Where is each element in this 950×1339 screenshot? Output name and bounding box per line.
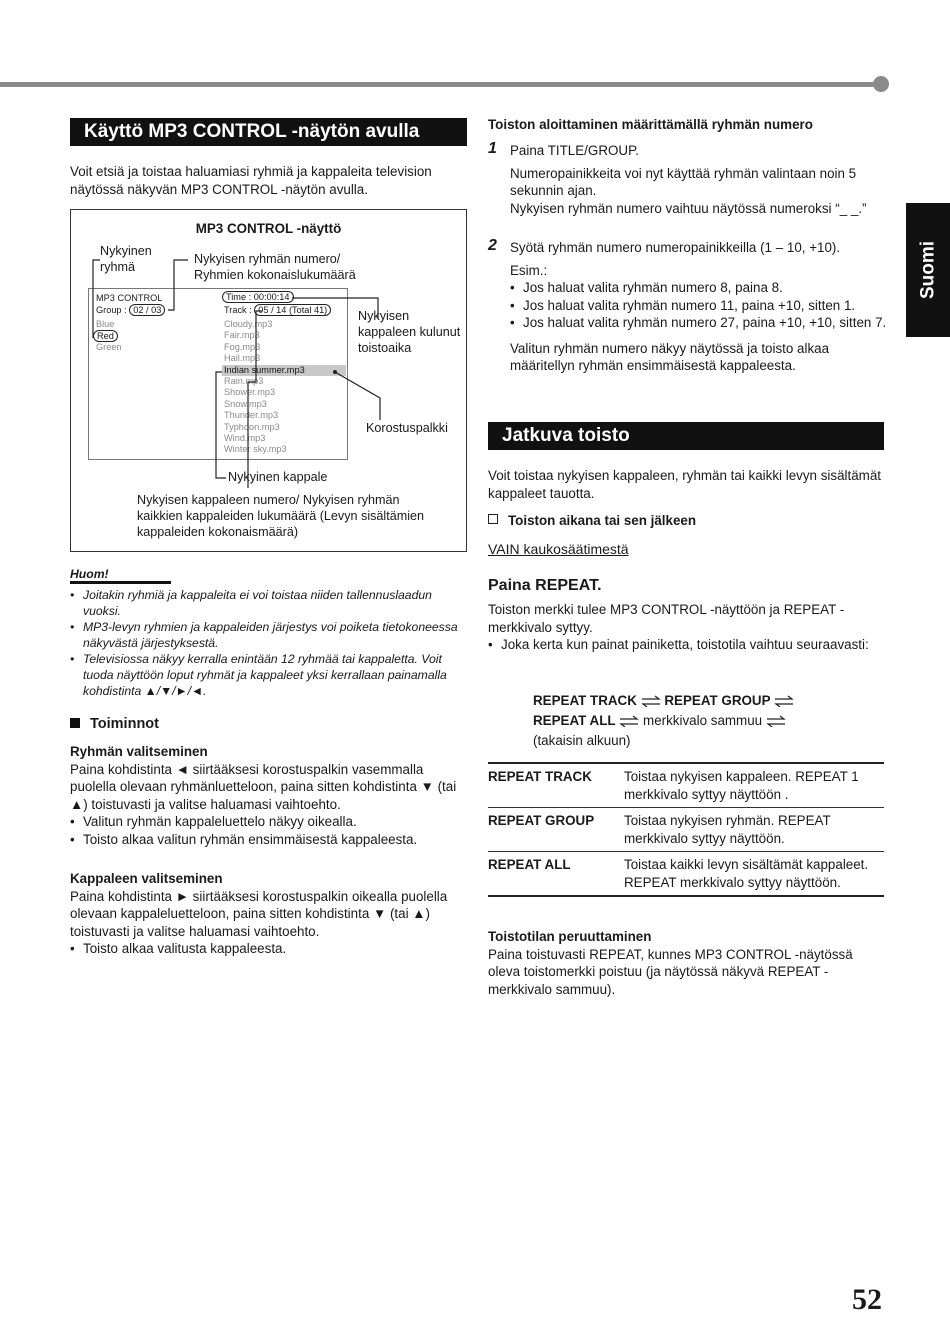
screen-group-value: 02 / 03 [129,304,165,316]
group-select-title: Ryhmän valitseminen [70,744,208,759]
group-select-bullets [70,813,470,848]
step-1-number: 1 [488,140,497,157]
leader-track-number [248,311,262,488]
screen-track-item: Typhoon.mp3 [224,421,280,432]
table-row [488,763,884,808]
cycle-back-to-start: (takaisin alkuun) [533,733,631,748]
group-select-text: Paina kohdistinta ◄ siirtääksesi korostuspalkin vasemmalla puolella olevaan ryhmänluetteloon, paina sitten kohdistinta ▼ (tai ▲) toistuvasti ja valitse haluamasi vaihtoehto. [70,761,457,812]
note-item: • Joitakin ryhmiä ja kappaleita ei voi toistaa niiden tallennuslaadun vuoksi. [70,587,468,619]
screen-track-label: Track : [224,305,252,315]
repeat-cycle-line-1 [533,692,893,712]
repeat-mode-desc: Toistaa nykyisen ryhmän. REPEAT merkkivalo syttyy näyttöön. [624,808,884,852]
repeat-mode-desc: Toistaa kaikki levyn sisältämät kappaleet. REPEAT merkkivalo syttyy näyttöön. [624,852,884,897]
label-current-track: Nykyinen kappale [228,470,328,484]
example-item: • Jos haluat valita ryhmän numero 11, paina +10, sitten 1. [510,297,888,315]
screen-time-label: Time : [226,292,252,302]
screen-track-item: Wind.mp3 [224,433,266,444]
group-select-section [70,743,470,848]
leader-highlight-bar [335,372,380,420]
note-list [70,587,468,699]
example-item: • Jos haluat valita ryhmän numero 8, paina 8. [510,279,888,297]
square-bullet-icon [70,718,80,728]
label-current-group: Nykyinen ryhmä [100,244,152,274]
repeat-mode-table [488,762,884,897]
table-row [488,808,884,852]
during-playback-row [488,512,696,530]
cancel-repeat-title: Toistotilan peruuttaminen [488,929,652,944]
repeat-cycle-line-2 [533,712,893,732]
track-select-section [70,870,470,958]
step-2-number: 2 [488,237,497,254]
step-1-text-2: Nykyisen ryhmän numero vaihtuu näytössä numeroksi “_ _.” [510,200,867,216]
step-1-instruction: Paina TITLE/GROUP. [510,143,640,158]
press-repeat-bullets [488,636,888,654]
screen-track-item: Winter sky.mp3 [224,444,287,455]
start-by-group-title: Toiston aloittaminen määrittämällä ryhmän numero [488,117,813,132]
label-track-number: Nykyisen kappaleen numero/ Nykyisen ryhmän kaikkien kappaleiden lukumäärä (Levyn sisältämien kappaleiden kokonaismäärä) [137,493,425,539]
step-2-instruction: Syötä ryhmän numero numeropainikkeilla (1 – 10, +10). [510,240,841,255]
page-number: 52 [852,1283,882,1316]
screen-track-item: Snow.mp3 [224,398,267,409]
leader-highlight-dot [333,370,337,374]
cycle-arrow-icon [641,694,661,712]
screen-time-value: 00:00:14 [253,292,290,302]
repeat-mode-desc: Toistaa nykyisen kappaleen. REPEAT 1 merkkivalo syttyy näyttöön . [624,763,884,808]
repeat-cycle [533,692,893,750]
leader-current-group [93,260,100,338]
cycle-mode-off: merkkivalo sammuu [643,713,763,728]
screen-group-label: Group : [96,305,127,315]
functions-heading-text: Toiminnot [90,716,159,732]
screen-track-item: Rain.mp3 [224,376,264,387]
cancel-repeat-section [488,928,888,998]
press-repeat-bullet: • Joka kerta kun painat painiketta, toistotila vaihtuu seuraavasti: [488,636,888,654]
note-item: • Televisiossa näkyy kerralla enintään 12 ryhmää tai kappaletta. Voit tuoda näyttöön loput ryhmät ja kappaleet yksi kerrallaan painamalla kohdistinta ▲/▼/►/◄. [70,651,468,699]
example-item: • Jos haluat valita ryhmän numero 27, paina +10, +10, sitten 7. [510,314,888,332]
cycle-arrow-icon [766,714,786,732]
group-select-bullet: • Valitun ryhmän kappaleluettelo näkyy oikealla. [70,813,470,831]
repeat-intro: Voit toistaa nykyisen kappaleen, ryhmän tai kaikki levyn sisältämät kappaleet tauotta. [488,468,881,501]
screen-track-item: Hail.mp3 [224,353,261,364]
section-title-repeat-text: Jatkuva toisto [502,425,630,446]
track-select-text: Paina kohdistinta ► siirtääksesi korostuspalkin oikealla puolella olevaan kappaleluetteloon, paina sitten kohdistinta ▼ (tai ▲) toistuvasti ja valitse haluamasi vaihtoehto. [70,888,448,939]
table-row [488,852,884,897]
leader-elapsed-time [292,298,378,318]
screen-track-item: Shower.mp3 [224,387,276,398]
step-2 [488,239,888,375]
repeat-mode-name: REPEAT ALL [488,852,624,897]
section-title-repeat [488,422,884,450]
side-tab-label: Suomi [917,240,939,300]
during-playback-label: Toiston aikana tai sen jälkeen [508,513,697,528]
note-item: • MP3-levyn ryhmien ja kappaleiden järjestys voi poiketa tietokoneessa näkyvästä järjestyksestä. [70,619,468,651]
repeat-mode-name: REPEAT TRACK [488,763,624,808]
cancel-repeat-text: Paina toistuvasti REPEAT, kunnes MP3 CONTROL -näytössä oleva toistomerkki poistuu (ja näytössä näkyvä REPEAT -merkkivalo sammuu). [488,946,853,997]
label-group-number: Nykyisen ryhmän numero/ Ryhmien kokonaislukumäärä [194,252,356,282]
section-title-text: Käyttö MP3 CONTROL -näytön avulla [84,121,420,142]
leader-current-track [216,372,226,478]
cycle-arrow-icon [774,694,794,712]
screen-track-item: Cloudy.mp3 [224,319,273,329]
screen-group-item: Blue [96,319,115,329]
track-select-title: Kappaleen valitseminen [70,871,223,886]
note-title: Huom! [70,567,109,581]
step-2-result: Valitun ryhmän numero näkyy näytössä ja toisto alkaa määritellyn ryhmän ensimmäisestä kappaleesta. [510,340,830,373]
leader-group-number [168,260,188,310]
screen-track-item: Thunder.mp3 [224,410,279,421]
press-repeat-heading: Paina REPEAT. [488,577,602,594]
screen-track-item-current: Indian summer.mp3 [224,364,305,375]
diagram-heading: MP3 CONTROL -näyttö [195,221,342,236]
intro-text: Voit etsiä ja toistaa haluamiasi ryhmiä ja kappaleita television näytössä näkyvän MP3 CONTROL -näytön avulla. [70,164,432,197]
screen-group-selected-text: Red [93,330,118,342]
cycle-mode-group: REPEAT GROUP [664,693,771,708]
example-list [510,279,888,332]
track-select-bullets [70,940,470,958]
step-1 [488,142,888,217]
track-select-bullet: • Toisto alkaa valitusta kappaleesta. [70,940,470,958]
label-elapsed-time: Nykyisen kappaleen kulunut toistoaika [358,309,461,355]
group-select-bullet: • Toisto alkaa valitun ryhmän ensimmäisestä kappaleesta. [70,831,470,849]
cycle-mode-track: REPEAT TRACK [533,693,637,708]
screen-track-item: Fair.mp3 [224,330,260,341]
cycle-arrow-icon [619,714,639,732]
label-highlight-bar: Korostuspalkki [366,421,448,435]
example-label: Esim.: [510,262,548,278]
screen-group-item: Green [96,342,122,352]
repeat-mode-name: REPEAT GROUP [488,808,624,852]
remote-only-label: VAIN kaukosäätimestä [488,541,629,557]
screen-track-value: 05 / 14 (Total 41) [254,304,331,316]
press-repeat-body [488,601,888,654]
step-1-text: Numeropainikkeita voi nyt käyttää ryhmän valintaan noin 5 sekunnin ajan. [510,165,857,198]
note-rule [70,581,171,584]
screen-track-item: Fog.mp3 [224,341,261,352]
screen-title: MP3 CONTROL [96,293,163,303]
cycle-mode-all: REPEAT ALL [533,713,616,728]
press-repeat-text: Toiston merkki tulee MP3 CONTROL -näyttöön ja REPEAT -merkkivalo syttyy. [488,602,845,635]
functions-heading [70,716,159,734]
checkbox-icon [488,514,498,524]
